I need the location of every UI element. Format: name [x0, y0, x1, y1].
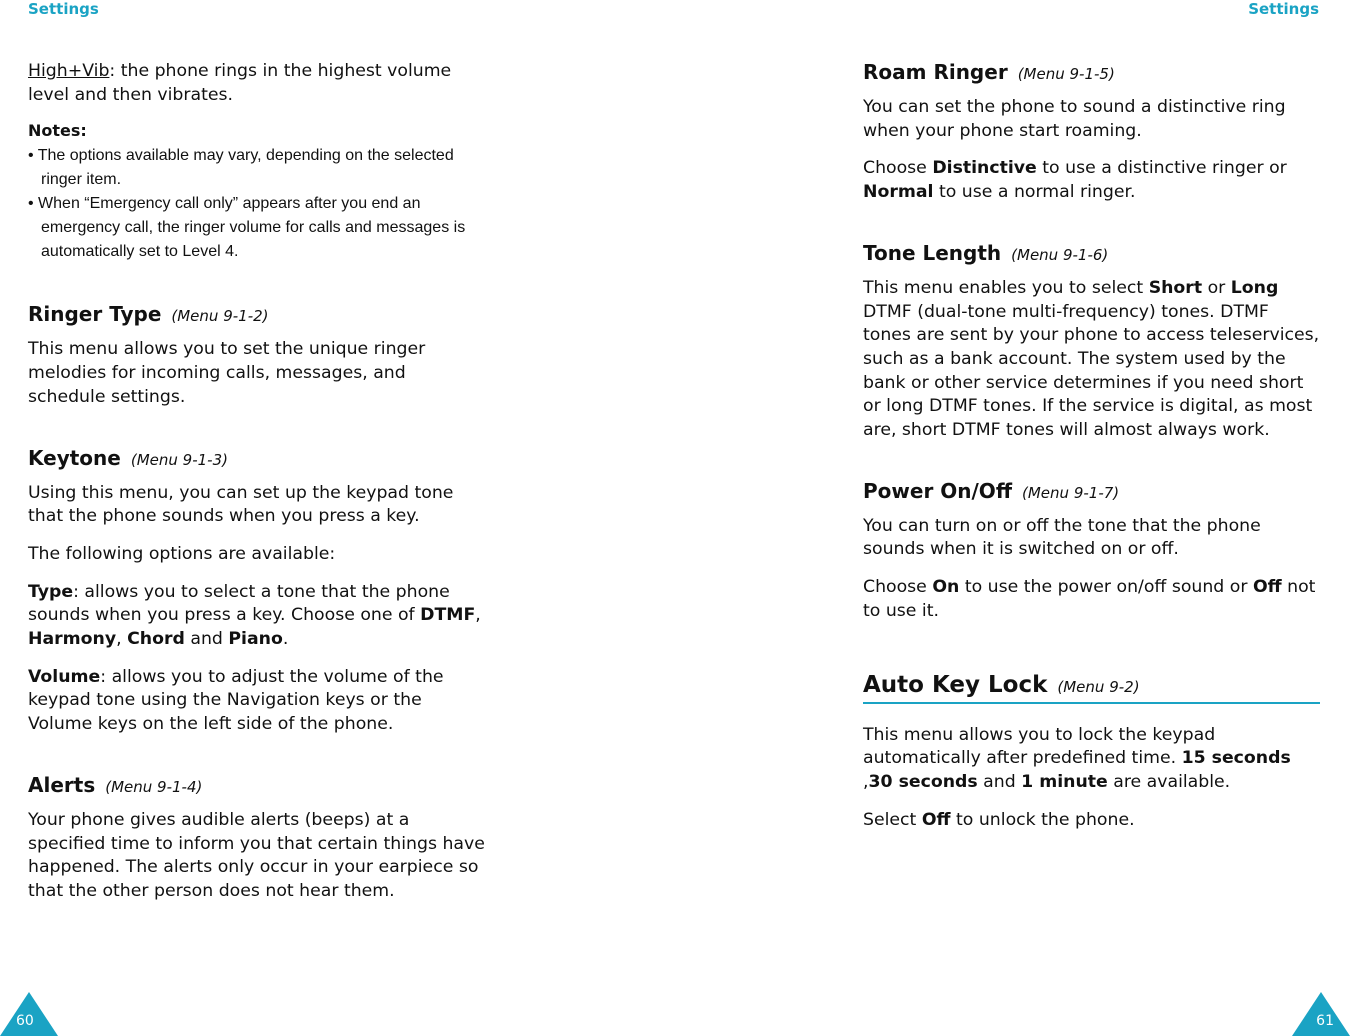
power-onoff-text: You can turn on or off the tone that the phone sounds when it is switched on or off. [863, 515, 1261, 560]
page-number-tab [1292, 992, 1350, 1036]
running-head: Settings [1248, 0, 1319, 18]
roam-ringer-title: Roam Ringer [863, 60, 1008, 84]
pre-text: This menu allows you to lock the keypad automatically after predefined time. [863, 724, 1216, 769]
note-item: • The options available may vary, depending on the selected ringer item. [28, 147, 454, 189]
select-text: Select [863, 809, 917, 830]
notes-block [28, 121, 486, 264]
tone-length-heading [863, 241, 1321, 265]
option-off: Off [921, 809, 951, 830]
menu-ref: (Menu 9-1-2) [171, 307, 269, 326]
alerts-title: Alerts [28, 772, 96, 797]
menu-ref: (Menu 9-2) [1057, 677, 1140, 696]
power-onoff-choose [863, 576, 1321, 623]
power-onoff-heading [863, 479, 1321, 503]
auto-key-lock-heading [863, 672, 1320, 704]
type-text: : allows you to select a tone that the phone sounds when you press a key. Choose one of [28, 581, 450, 626]
option-short: Short [1148, 277, 1203, 298]
keytone-text: Using this menu, you can set up the keypad tone that the phone sounds when you press a key. [28, 482, 454, 527]
comma: , [863, 771, 869, 792]
pre-text: This menu enables you to select [863, 277, 1144, 298]
auto-key-lock-title: Auto Key Lock [863, 671, 1048, 698]
option-chord: Chord [127, 629, 185, 650]
notes-title: Notes: [28, 121, 87, 141]
menu-ref: (Menu 9-1-7) [1022, 483, 1120, 502]
right-page [675, 0, 1350, 1036]
choose-text: Choose [863, 577, 927, 598]
mid-text: to use a distinctive ringer or [1042, 158, 1287, 179]
volume-label: Volume [28, 666, 101, 687]
option-distinctive: Distinctive [932, 158, 1037, 179]
menu-ref: (Menu 9-1-5) [1017, 65, 1115, 83]
option-dtmf: DTMF [420, 605, 476, 626]
volume-text: : allows you to adjust the volume of the keypad tone using the Navigation keys or the Volume keys on the left side of the phone. [28, 666, 444, 735]
page-number: 61 [1316, 1013, 1334, 1029]
roam-ringer-heading [863, 60, 1321, 84]
high-vib-paragraph [28, 60, 486, 107]
choose-text: Choose [863, 158, 927, 179]
keytone-volume-paragraph [28, 666, 486, 737]
and-text: and [190, 629, 223, 650]
mid-text: to use the power on/off sound or [964, 577, 1248, 598]
and-text: and [983, 771, 1016, 792]
page-number-tab [0, 992, 58, 1036]
tone-length-title: Tone Length [863, 240, 1002, 265]
end-text: not to use it. [863, 577, 1316, 621]
keytone-title: Keytone [28, 445, 121, 470]
option-30-seconds: 30 seconds [868, 771, 978, 792]
auto-key-lock-select [863, 809, 1321, 833]
option-on: On [932, 577, 960, 598]
type-label: Type [28, 581, 74, 602]
option-15-seconds: 15 seconds [1181, 748, 1291, 769]
keytone-type-paragraph: Type: allows you to select a tone that the phone sounds when you press a key. Choose one of DTMF, Harmony, Chord and Piano. [28, 581, 481, 650]
tone-length-text [863, 277, 1321, 443]
menu-ref: (Menu 9-1-3) [130, 450, 228, 469]
tone-length-body: DTMF (dual-tone multi-frequency) tones. DTMF tones are sent by your phone to access teleservices, such as a bank account. The system used by the bank or other service determines if you need short or long DTMF tones. If the service is digital, as most are, short DTMF tones will almost always work. [863, 301, 1320, 441]
power-onoff-title: Power On/Off [863, 478, 1013, 503]
end-text: to use a normal ringer. [938, 182, 1136, 203]
right-column [863, 60, 1321, 846]
option-long: Long [1230, 277, 1279, 298]
ringer-type-title: Ringer Type [28, 302, 162, 327]
option-normal: Normal [863, 182, 934, 203]
high-vib-text: : the phone rings in the highest volume level and then vibrates. [28, 61, 452, 105]
option-off: Off [1252, 577, 1282, 598]
keytone-options-intro: The following options are available: [28, 543, 336, 564]
high-vib-label: High+Vib [28, 61, 110, 81]
or-text: or [1207, 277, 1226, 298]
running-head: Settings [28, 0, 99, 18]
alerts-heading [28, 773, 486, 797]
notes-title-text: Notes [28, 121, 81, 141]
end-text: are available. [1113, 771, 1231, 792]
keytone-heading [28, 446, 486, 470]
page-number: 60 [16, 1013, 34, 1029]
note-item: • When “Emergency call only” appears after you end an emergency call, the ringer volume for calls and messages is automatically set to Level 4. [28, 195, 466, 261]
left-column [28, 60, 486, 918]
menu-ref: (Menu 9-1-4) [105, 777, 203, 796]
roam-ringer-choose [863, 157, 1321, 204]
ringer-type-heading [28, 302, 486, 326]
ringer-type-text: This menu allows you to set the unique ringer melodies for incoming calls, messages, and schedule settings. [28, 339, 426, 407]
roam-ringer-text: You can set the phone to sound a distinctive ring when your phone start roaming. [863, 97, 1286, 141]
auto-key-lock-text [863, 724, 1321, 795]
unlock-text: to unlock the phone. [956, 809, 1135, 830]
menu-ref: (Menu 9-1-6) [1011, 245, 1109, 264]
option-piano: Piano [228, 629, 283, 650]
alerts-text: Your phone gives audible alerts (beeps) at a specified time to inform you that certain things have happened. The alerts only occur in your earpiece so that the other person does not hear them. [28, 809, 485, 901]
option-harmony: Harmony [28, 629, 117, 650]
option-1-minute: 1 minute [1021, 771, 1108, 792]
